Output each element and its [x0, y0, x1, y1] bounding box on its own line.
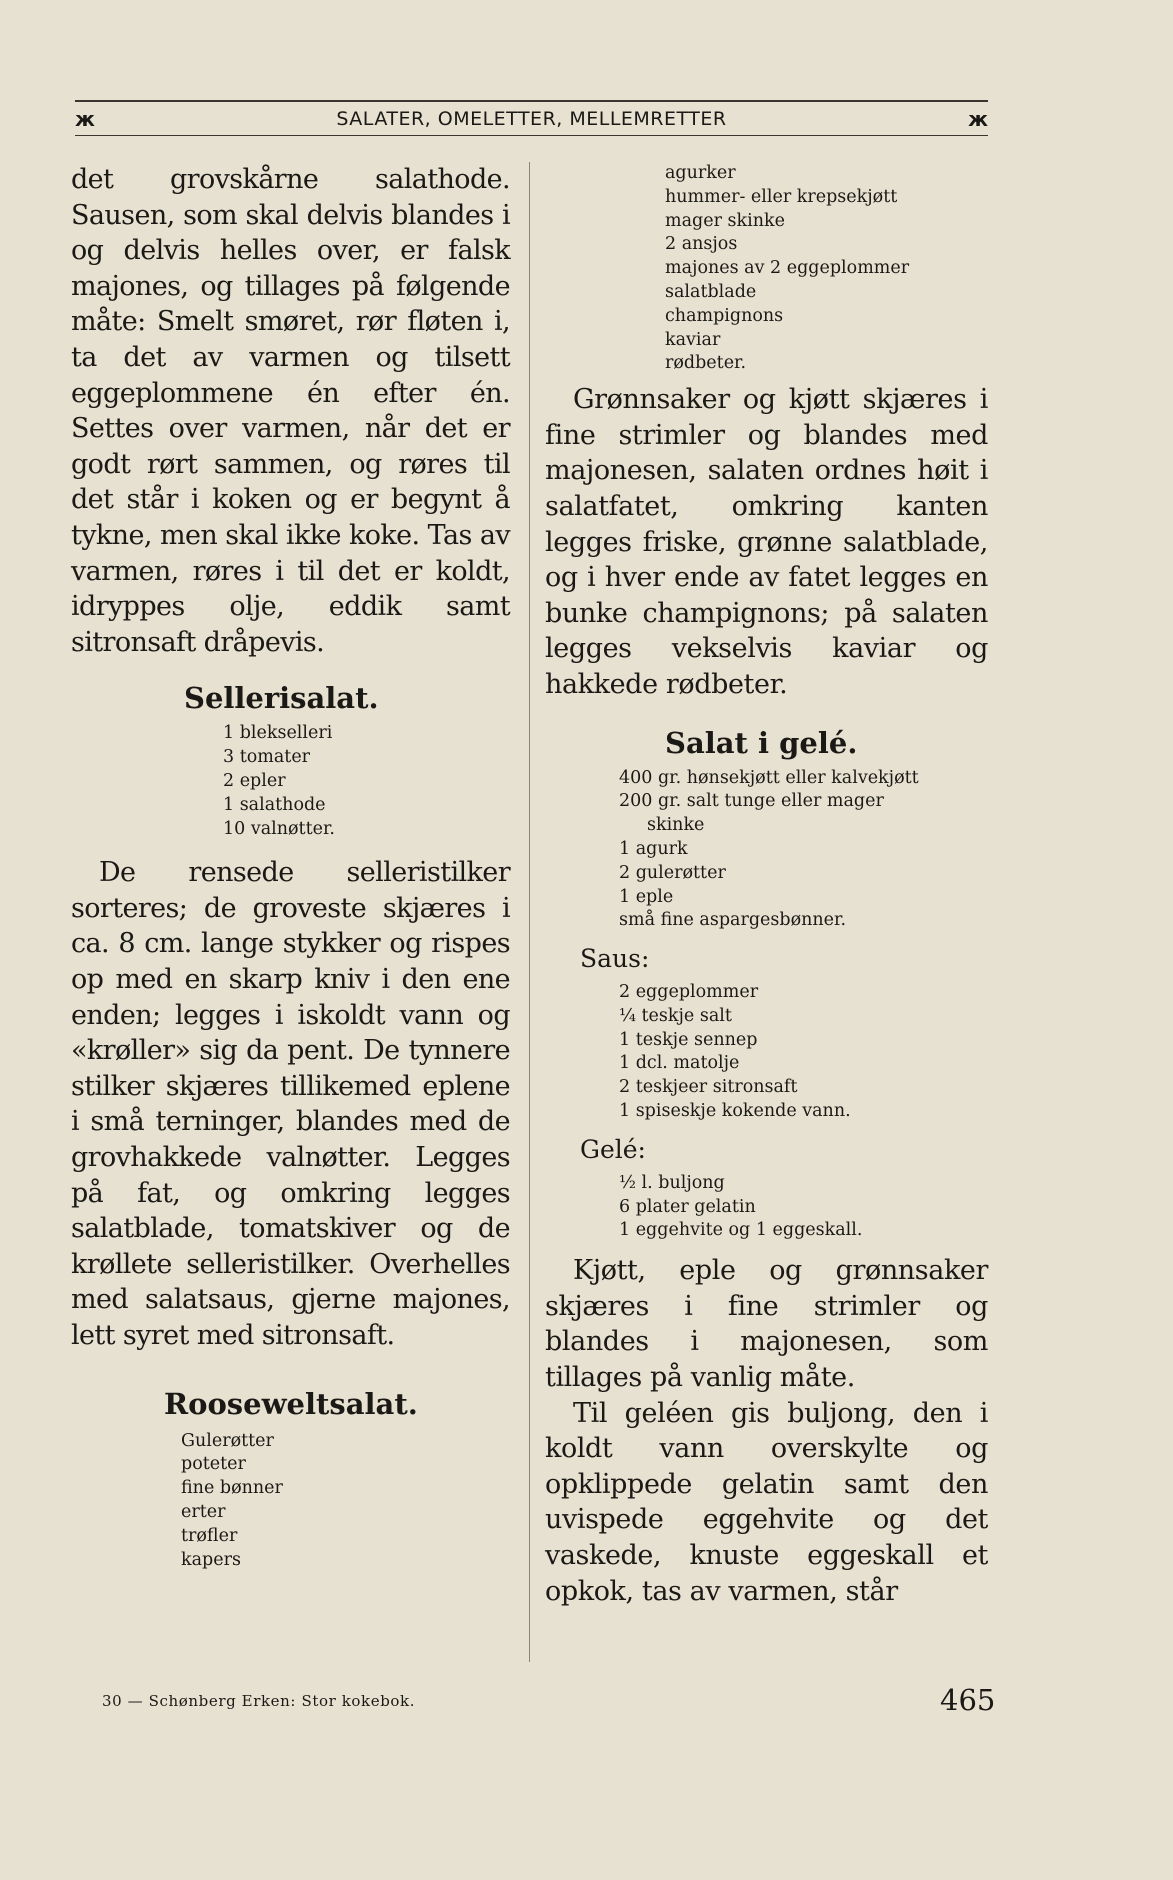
ingredient-item: 400 gr. hønsekjøtt eller kalvekjøtt: [619, 767, 919, 788]
ingredient-item: 2 teskjeer sitronsaft: [619, 1077, 798, 1098]
ingredient-item: 1 blekselleri: [223, 723, 333, 744]
ingredient-item: 3 tomater: [223, 747, 311, 768]
ingredient-item: 1 dcl. matolje: [619, 1053, 740, 1074]
heading-rooseweltsalat: Rooseweltsalat.: [164, 1386, 418, 1421]
ingredient-item: 1 eggehvite og 1 eggeskall.: [619, 1220, 863, 1241]
ingredient-item: salatblade: [665, 281, 757, 302]
ingredient-item: 2 gulerøtter: [619, 862, 726, 883]
gele-label: Gelé:: [580, 1134, 646, 1164]
ingredient-item: erter: [181, 1502, 226, 1522]
heading-sellerisalat: Sellerisalat.: [184, 681, 379, 716]
ingredient-item: fine bønner: [181, 1478, 283, 1499]
ingredient-item: majones av 2 eggeplommer: [665, 258, 910, 279]
footer-signature: 30 — Schønberg Erken: Stor kokebok.: [102, 1692, 416, 1710]
ingredient-item: 2 epler: [223, 770, 286, 791]
ingredient-item: 6 plater gelatin: [619, 1196, 756, 1217]
right-column: [545, 162, 988, 1609]
sauce-paragraph: det grovskårne salathode. Sausen, som skal delvis blandes i og delvis helles over, er falsk majones, og tillages på følgende måte: Smelt smøret, rør fløten i, ta det av varmen og tilsett eggeplommene én efter én. Settes over varmen, når det er godt rørt sammen, og røres til det står i koken og er begynt å tykne, men skal ikke koke. Tas av varmen, røres i til det er koldt, idryppes olje, eddik samt sitronsaft dråpevis.: [71, 164, 510, 658]
ingredient-item: rødbeter.: [665, 353, 747, 374]
ingredient-item: 1 spiseskje kokende vann.: [619, 1101, 851, 1122]
saus-label: Saus:: [580, 944, 650, 974]
ingredient-item: 1 agurk: [619, 838, 688, 859]
ingredient-item: agurker: [665, 163, 736, 183]
ingredient-item: Gulerøtter: [181, 1430, 274, 1451]
ingredient-list-sellerisalat: [223, 722, 510, 841]
ingredient-item: ½ l. buljong: [619, 1172, 725, 1193]
ingredient-item: 1 salathode: [223, 794, 326, 815]
running-header: [75, 100, 988, 136]
ingredient-item: skinke: [647, 815, 705, 836]
salat-i-gele-paragraph-1: Kjøtt, eple og grønnsaker skjæres i fine strimler og blandes i majonesen, som tillages på vanlig måte.: [545, 1255, 988, 1394]
ingredient-item: kapers: [181, 1549, 241, 1570]
ingredient-list-roosewelt-continued: [665, 162, 988, 376]
left-column: [71, 162, 510, 1572]
ingredient-item: 1 eple: [619, 886, 674, 907]
ingredient-list-rooseweltsalat: [181, 1430, 510, 1573]
sellerisalat-paragraph: De rensede selleristilker sorteres; de groveste skjæres i ca. 8 cm. lange stykker og rispes op med en skarp kniv i den ene enden; legges i iskoldt vann og «krøller» sig da pent. De tynnere stilker skjæres tillikemed eplene i små terninger, blandes med de grovhakkede valnøtter. Legges på fat, og omkring legges salatblade, tomatskiver og de krøllete selleristilker. Overhelles med salatsaus, gjerne majones, lett syret med sitronsaft.: [71, 857, 510, 1352]
ingredient-item: trøfler: [181, 1525, 238, 1546]
heading-salat-i-gele: Salat i gelé.: [665, 725, 858, 760]
running-header-title: SALATER, OMELETTER, MELLEMRETTER: [336, 108, 727, 130]
ingredient-item: 200 gr. salt tunge eller mager: [619, 791, 884, 812]
ingredient-item: 1 teskje sennep: [619, 1029, 758, 1050]
ingredient-list-salat-i-gele: [619, 767, 988, 934]
page-number: 465: [940, 1683, 996, 1717]
ingredient-item: hummer- eller krepsekjøtt: [665, 186, 898, 207]
ingredient-item: mager skinke: [665, 210, 785, 231]
ingredient-item: poteter: [181, 1454, 246, 1475]
ingredient-item: 10 valnøtter.: [223, 818, 335, 839]
ingredient-item: 2 ansjos: [665, 234, 738, 255]
ingredient-item: ¼ teskje salt: [619, 1005, 732, 1026]
ingredient-list-gele: [619, 1172, 988, 1243]
header-ornament-left: ж: [75, 107, 95, 131]
roosewelt-paragraph: Grønnsaker og kjøtt skjæres i fine strimler og blandes med majonesen, salaten ordnes høit i salatfatet, omkring kanten legges friske, grønne salatblade, og i hver ende av fatet legges en bunke champignons; på salaten legges vekselvis kaviar og hakkede rødbeter.: [545, 384, 988, 700]
ingredient-item: små fine aspargesbønner.: [619, 910, 847, 931]
column-divider: [529, 162, 530, 1662]
ingredient-item: kaviar: [665, 329, 721, 350]
header-ornament-right: ж: [968, 107, 988, 131]
ingredient-list-saus: [619, 981, 988, 1124]
ingredient-item: 2 eggeplommer: [619, 982, 759, 1003]
salat-i-gele-paragraph-2: Til geléen gis buljong, den i koldt vann overskylte og opklippede gelatin samt den uvispede eggehvite og det vaskede, knuste eggeskall et opkok, tas av varmen, står: [545, 1397, 988, 1607]
ingredient-item: champignons: [665, 305, 784, 326]
